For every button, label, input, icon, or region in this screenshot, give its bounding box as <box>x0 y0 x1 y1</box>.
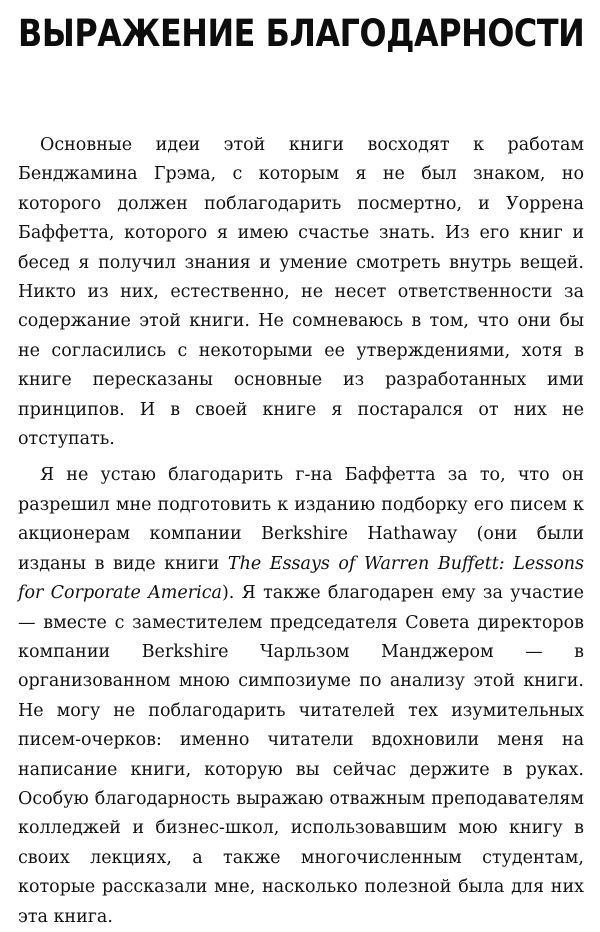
paragraph-2-text-end: ). Я также благодарен ему за участие — вместе с заместителем председателя Совета директоров компании Berkshire Чарльзом Манджером — в организованном мною симпозиуме по анализу этой книги. Не могу не поблагодарить читателей тех изумительных писем-очерков: именно читатели вдохновили меня на написание книги, которую вы сейчас держите в руках. Особую благодарность выражаю отважным преподавателям колледжей и бизнес-школ, использовавшим мою книгу в своих лекциях, а также многочисленным студентам, которые рассказали мне, насколько полезной была для них эта книга. <box>18 583 584 927</box>
book-title: The Essays of Warren Buffett: Lessons for Corporate America <box>18 553 584 604</box>
paragraph-1: Основные идеи этой книги восходят к работам Бенджамина Грэма, с которым я не был знаком, но которого должен поблагодарить посмертно, и Уоррена Баффетта, которого я имею счастье знать. Из его книг и бесед я получил знания и умение смотреть внутрь вещей. Никто из них, естественно, не несет ответственности за содержание этой книги. Не сомневаюсь в том, что они бы не согласились с некоторыми ее утверждениями, хотя в книге пересказаны основные из разработанных ими принципов. И в своей книге я постарался от них не отступать. <box>18 135 584 450</box>
page-heading: ВЫРАЖЕНИЕ БЛАГОДАРНОСТИ <box>18 12 585 55</box>
paragraph-2 <box>18 461 584 932</box>
page <box>18 0 585 927</box>
paragraph-2-text-start: Я не устаю благодарить г-на Баффетта за то, что он разрешил мне подготовить к изданию подборку его писем к акционерам компании Berkshire Hathaway (они были изданы в виде книги <box>18 465 584 574</box>
body-text <box>18 131 584 932</box>
